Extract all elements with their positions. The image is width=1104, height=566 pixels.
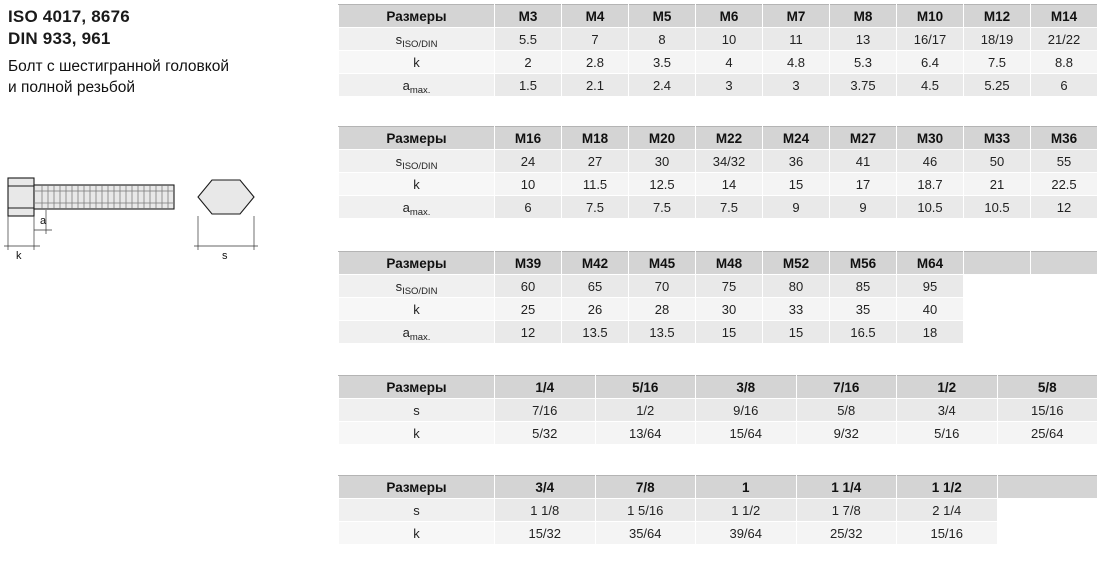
header-label: Размеры [339,476,495,499]
row-label-a: $a_{max.}$ [339,321,495,344]
table-row [339,499,1098,522]
cell-empty [997,499,1098,522]
cell: 4.8 [763,51,830,74]
col-header-empty [997,476,1098,499]
table-row [339,74,1098,97]
table-header-row [339,252,1098,275]
col-header: M56 [830,252,897,275]
cell: 25/32 [796,522,897,545]
cell: 9/16 [696,399,797,422]
cell: 33 [763,298,830,321]
cell: 7 [562,28,629,51]
col-header: M18 [562,127,629,150]
header-label: Размеры [339,127,495,150]
cell: 18.7 [897,173,964,196]
col-header: M42 [562,252,629,275]
col-header: 1/2 [897,376,998,399]
row-label-s: $s_{ISO/DIN}$ [339,28,495,51]
cell: 3 [763,74,830,97]
row-label-k: k [339,422,495,445]
table-row [339,298,1098,321]
cell: 5/32 [495,422,596,445]
table-metric-m3-m14-wrap [338,4,1098,97]
col-header: M22 [696,127,763,150]
col-header: M24 [763,127,830,150]
cell: 1 1/8 [495,499,596,522]
cell-empty [964,275,1031,298]
col-header-empty [1031,252,1098,275]
cell: 26 [562,298,629,321]
cell: 30 [629,150,696,173]
row-label-s: $s_{ISO/DIN}$ [339,150,495,173]
cell: 5.25 [964,74,1031,97]
header-label: Размеры [339,5,495,28]
cell: 80 [763,275,830,298]
cell: 12.5 [629,173,696,196]
cell: 5/16 [897,422,998,445]
cell-empty [964,321,1031,344]
col-header: 1 1/4 [796,476,897,499]
standard-line-din: DIN 933, 961 [8,29,111,48]
col-header-empty [964,252,1031,275]
table-header-row [339,127,1098,150]
col-header: M6 [696,5,763,28]
col-header: M64 [897,252,964,275]
table-inch-quarter-five-eighth [338,375,1098,445]
cell: 1 1/2 [696,499,797,522]
cell: 27 [562,150,629,173]
cell: 75 [696,275,763,298]
col-header: 1 1/2 [897,476,998,499]
cell: 2 1/4 [897,499,998,522]
col-header: M3 [495,5,562,28]
cell: 8.8 [1031,51,1098,74]
col-header: M7 [763,5,830,28]
cell: 2.8 [562,51,629,74]
cell: 95 [897,275,964,298]
col-header: 5/16 [595,376,696,399]
cell: 6 [495,196,562,219]
col-header: M27 [830,127,897,150]
col-header: 5/8 [997,376,1098,399]
col-header: M14 [1031,5,1098,28]
cell: 8 [629,28,696,51]
cell: 25/64 [997,422,1098,445]
header-label: Размеры [339,252,495,275]
cell: 5.5 [495,28,562,51]
cell: 55 [1031,150,1098,173]
cell: 1.5 [495,74,562,97]
cell: 15 [763,173,830,196]
cell: 10 [495,173,562,196]
cell: 3.5 [629,51,696,74]
cell-empty [1031,275,1098,298]
table-row [339,196,1098,219]
col-header: 7/16 [796,376,897,399]
row-label-k: k [339,173,495,196]
col-header: M36 [1031,127,1098,150]
table-metric-m39-m64 [338,251,1098,344]
cell: 13/64 [595,422,696,445]
cell: 3 [696,74,763,97]
cell: 15/32 [495,522,596,545]
cell: 6 [1031,74,1098,97]
cell: 2.1 [562,74,629,97]
cell: 40 [897,298,964,321]
table-header-row [339,476,1098,499]
cell: 6.4 [897,51,964,74]
cell: 50 [964,150,1031,173]
table-inch-three-quarter-one-half [338,475,1098,545]
cell: 13 [830,28,897,51]
table-row [339,275,1098,298]
table-header-row [339,5,1098,28]
cell: 13.5 [562,321,629,344]
col-header: M20 [629,127,696,150]
cell: 41 [830,150,897,173]
col-header: M33 [964,127,1031,150]
cell: 17 [830,173,897,196]
table-metric-m39-m64-wrap [338,251,1098,344]
cell: 60 [495,275,562,298]
product-description-line2: и полной резьбой [8,79,136,96]
row-label-a: $a_{max.}$ [339,74,495,97]
cell: 46 [897,150,964,173]
row-label-a: $a_{max.}$ [339,196,495,219]
cell-empty [997,522,1098,545]
cell: 10.5 [897,196,964,219]
cell: 15 [763,321,830,344]
dimension-label-k: k [16,250,22,262]
cell: 10 [696,28,763,51]
cell: 25 [495,298,562,321]
col-header: M10 [897,5,964,28]
table-metric-m16-m36 [338,126,1098,219]
cell: 30 [696,298,763,321]
cell: 9 [830,196,897,219]
table-row [339,150,1098,173]
cell: 15 [696,321,763,344]
col-header: M39 [495,252,562,275]
col-header: M12 [964,5,1031,28]
standard-line-iso: ISO 4017, 8676 [8,7,130,26]
cell: 9 [763,196,830,219]
cell: 1/2 [595,399,696,422]
cell: 70 [629,275,696,298]
cell: 39/64 [696,522,797,545]
table-inch-large-wrap [338,475,1098,545]
cell: 65 [562,275,629,298]
table-inch-small-wrap [338,375,1098,445]
col-header: M52 [763,252,830,275]
table-row [339,51,1098,74]
table-row [339,28,1098,51]
cell: 35 [830,298,897,321]
product-description-line1: Болт с шестигранной головкой [8,58,230,75]
cell: 24 [495,150,562,173]
cell: 18 [897,321,964,344]
cell-empty [1031,298,1098,321]
cell: 85 [830,275,897,298]
cell: 18/19 [964,28,1031,51]
product-info-panel [8,6,334,560]
col-header: 3/4 [495,476,596,499]
cell: 22.5 [1031,173,1098,196]
row-label-s: s [339,499,495,522]
cell: 3/4 [897,399,998,422]
table-row [339,522,1098,545]
hex-head-bolt-drawing [0,158,326,268]
cell: 12 [495,321,562,344]
cell: 36 [763,150,830,173]
cell: 35/64 [595,522,696,545]
cell: 2 [495,51,562,74]
row-label-s: s [339,399,495,422]
row-label-s: $s_{ISO/DIN}$ [339,275,495,298]
cell-empty [964,298,1031,321]
cell: 11.5 [562,173,629,196]
cell: 21/22 [1031,28,1098,51]
cell: 7/16 [495,399,596,422]
table-metric-m3-m14 [338,4,1098,97]
cell: 7.5 [562,196,629,219]
col-header: 1/4 [495,376,596,399]
cell: 16.5 [830,321,897,344]
cell: 15/16 [997,399,1098,422]
col-header: M5 [629,5,696,28]
cell: 2.4 [629,74,696,97]
header-label: Размеры [339,376,495,399]
row-label-k: k [339,522,495,545]
cell: 28 [629,298,696,321]
cell: 7.5 [629,196,696,219]
col-header: M30 [897,127,964,150]
row-label-k: k [339,298,495,321]
cell: 13.5 [629,321,696,344]
cell: 4.5 [897,74,964,97]
cell: 5/8 [796,399,897,422]
row-label-k: k [339,51,495,74]
table-row [339,422,1098,445]
cell: 16/17 [897,28,964,51]
cell: 15/64 [696,422,797,445]
cell: 1 7/8 [796,499,897,522]
cell: 9/32 [796,422,897,445]
cell-empty [1031,321,1098,344]
dimension-label-a: a [40,215,47,227]
cell: 7.5 [964,51,1031,74]
col-header: 3/8 [696,376,797,399]
cell: 14 [696,173,763,196]
col-header: 7/8 [595,476,696,499]
cell: 5.3 [830,51,897,74]
cell: 15/16 [897,522,998,545]
col-header: M16 [495,127,562,150]
table-metric-m16-m36-wrap [338,126,1098,219]
col-header: M4 [562,5,629,28]
cell: 3.75 [830,74,897,97]
table-row [339,321,1098,344]
cell: 10.5 [964,196,1031,219]
cell: 4 [696,51,763,74]
cell: 21 [964,173,1031,196]
table-header-row [339,376,1098,399]
cell: 7.5 [696,196,763,219]
table-row [339,173,1098,196]
cell: 34/32 [696,150,763,173]
cell: 1 5/16 [595,499,696,522]
bolt-technical-drawing-svg [0,158,326,268]
cell: 11 [763,28,830,51]
cell: 12 [1031,196,1098,219]
table-row [339,399,1098,422]
col-header: M45 [629,252,696,275]
col-header: M48 [696,252,763,275]
col-header: M8 [830,5,897,28]
dimension-label-s: s [222,250,228,262]
col-header: 1 [696,476,797,499]
